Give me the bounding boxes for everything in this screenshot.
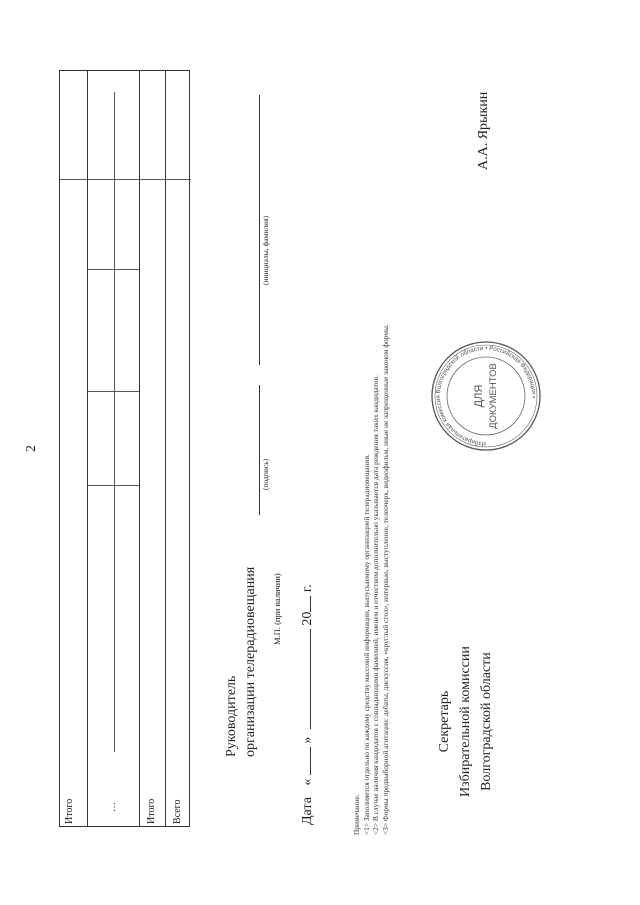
date-year-prefix: 20 — [300, 611, 315, 626]
initials-line — [259, 95, 260, 365]
official-seal-icon — [430, 340, 542, 452]
initials-caption: (инициалы, фамилия) — [261, 215, 270, 285]
date-label: Дата — [300, 797, 315, 825]
secretary-title: Секретарь — [437, 690, 452, 753]
head-title — [222, 567, 260, 757]
stamp-caption: М.П. (при наличии) — [272, 573, 282, 645]
date-year-suffix: г. — [300, 584, 315, 593]
table-cell — [88, 269, 139, 270]
report-table — [59, 70, 190, 827]
row-label: Итого — [146, 798, 157, 824]
seal-ring-text: Избирательная комиссия Волгоградской области • Российская Федерация • — [434, 344, 538, 448]
page-number: 2 — [24, 445, 39, 452]
table-cell — [60, 179, 87, 180]
note-item: <2> В случае наличия кандидатов с совпадающими фамилией, именем и отчеством дополнительно указывается дата рождения таких кандидатов. — [371, 375, 381, 835]
table-cell — [140, 179, 165, 180]
secretary-name: А.А. Ярыкин — [476, 91, 491, 170]
table-row — [60, 71, 87, 826]
table-row — [139, 71, 165, 826]
date-row — [300, 584, 316, 825]
notes — [352, 5, 391, 835]
seal-center-line1: ДЛЯ — [473, 384, 485, 408]
table-cell — [88, 485, 139, 486]
head-title-line2: организации телерадиовещания — [243, 566, 258, 757]
head-title-line1: Руководитель — [224, 675, 239, 757]
table-cell — [88, 391, 139, 392]
date-close-quote: » — [300, 736, 315, 744]
row-label: Итого — [64, 798, 75, 824]
row-label: Всего — [172, 799, 183, 824]
seal-center-line2: ДОКУМЕНТОВ — [488, 363, 499, 429]
notes-heading: Примечание. — [352, 794, 361, 835]
table-row — [165, 71, 191, 826]
signature-line — [259, 385, 260, 515]
table-cell — [166, 179, 191, 180]
secretary-commission: Избирательной комиссии — [458, 646, 473, 797]
note-item: <3> Формы предвыборной агитации: дебаты, дискуссия, «круглый стол», интервью, выступление, телеочерк, видеофильм, иные не запрещенные законом формы. — [380, 324, 390, 835]
signature-caption: (подпись) — [261, 458, 270, 490]
svg-text:Избирательная комиссия Волгогр — [435, 345, 537, 447]
date-open-quote: « — [300, 778, 315, 786]
note-item: <1> Заполняется отдельно по каждому средству массовой информации, выпускаемому организацией телерадиовещания. — [361, 454, 371, 835]
table-row — [87, 71, 139, 826]
secretary-block — [434, 646, 497, 797]
secretary-region: Волгоградской области — [479, 652, 494, 791]
row-label: … — [107, 802, 118, 812]
table-cell — [88, 179, 139, 180]
